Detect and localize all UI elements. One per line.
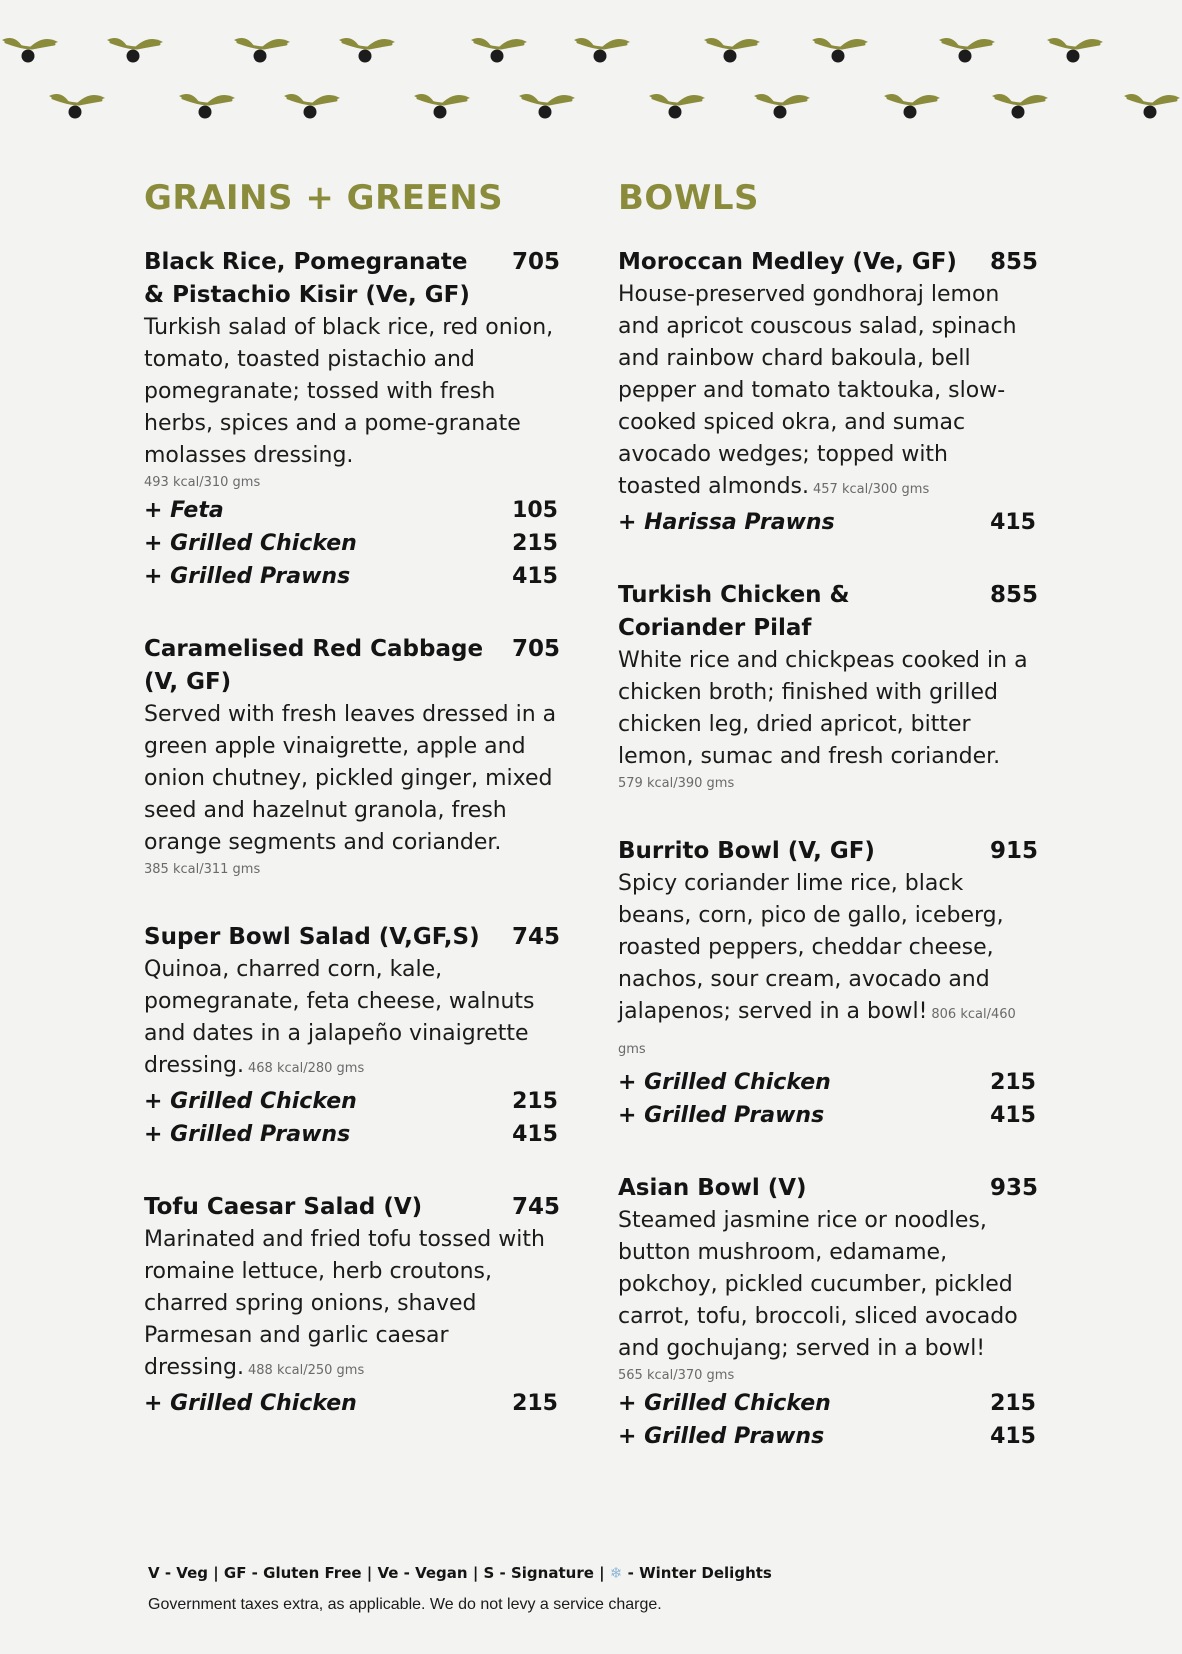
addon-row: [144, 494, 560, 527]
legend-winter-delights: - Winter Delights: [627, 1564, 772, 1582]
item-price: 915: [989, 838, 1038, 864]
item-name: Caramelised Red Cabbage (V, GF): [144, 636, 484, 695]
menu-item-black-rice-kisir: [144, 246, 560, 593]
menu-item-moroccan-medley: [618, 246, 1038, 539]
item-kcal: 806 kcal/460 gms: [618, 1007, 1016, 1057]
olive-sprig-icon: [704, 38, 760, 63]
addon-price: 215: [990, 1070, 1036, 1095]
section-title-grains-greens: GRAINS + GREENS: [144, 178, 504, 218]
item-description-text: Spicy coriander lime rice, black beans, corn, pico de gallo, iceberg, roasted peppers, cheddar cheese, nachos, sour cream, avocado and jalapenos; served in a bowl!: [618, 871, 1004, 1024]
item-description: White rice and chickpeas cooked in a chicken broth; finished with grilled chicken leg, dried apricot, bitter lemon, sumac and fresh coriander.: [618, 648, 1028, 769]
addon-price: 415: [512, 1122, 558, 1147]
addon-price: 215: [512, 1391, 558, 1416]
addon-price: 215: [512, 531, 558, 556]
item-description: [144, 1224, 560, 1387]
grains-greens-section: [144, 178, 560, 1460]
legend-text: V - Veg | GF - Gluten Free | Ve - Vegan | S - Signature |: [148, 1564, 605, 1582]
item-kcal: 457 kcal/300 gms: [813, 482, 930, 497]
addon-price: 215: [512, 1089, 558, 1114]
addon-label: + Grilled Chicken: [618, 1391, 831, 1416]
menu-item-burrito-bowl: [618, 835, 1038, 1132]
olive-sprig-icon: [1124, 94, 1180, 119]
olive-sprig-icon: [754, 94, 810, 119]
addon-row: [618, 1420, 1038, 1453]
addon-price: 415: [990, 1424, 1036, 1449]
addon-row: [144, 1118, 560, 1151]
item-description: Steamed jasmine rice or noodles, button mushroom, edamame, pokchoy, pickled cucumber, pickled carrot, tofu, broccoli, sliced avocado and gochujang; served in a bowl!: [618, 1208, 1018, 1361]
addon-row: [618, 1099, 1038, 1132]
item-description: [618, 868, 1038, 1066]
olive-sprig-icon: [519, 94, 575, 119]
addon-price: 105: [512, 498, 558, 523]
addon-row: [618, 1066, 1038, 1099]
item-price: 745: [511, 924, 560, 950]
menu-item-turkish-chicken-pilaf: [618, 579, 1038, 795]
olive-sprig-icon: [471, 38, 527, 63]
olive-sprig-icon: [812, 38, 868, 63]
addon-row: [618, 506, 1038, 539]
item-name: Black Rice, Pomegranate & Pistachio Kisir (Ve, GF): [144, 249, 470, 308]
olive-sprig-icon: [939, 38, 995, 63]
item-description-text: Quinoa, charred corn, kale, pomegranate, feta cheese, walnuts and dates in a jalapeño vinaigrette dressing.: [144, 957, 535, 1078]
addon-label: + Harissa Prawns: [618, 510, 835, 535]
item-price: 855: [989, 582, 1038, 608]
item-price: 855: [989, 249, 1038, 275]
item-kcal: 385 kcal/311 gms: [144, 862, 261, 877]
item-description: [144, 954, 560, 1085]
addon-label: + Grilled Prawns: [618, 1424, 825, 1449]
olive-sprig-icon: [574, 38, 630, 63]
item-description-text: Marinated and fried tofu tossed with romaine lettuce, herb croutons, charred spring onions, shaved Parmesan and garlic caesar dressing.: [144, 1227, 545, 1380]
menu-item-super-bowl-salad: [144, 921, 560, 1151]
item-description: [618, 279, 1038, 506]
olive-sprig-icon: [234, 38, 290, 63]
bowls-section: [618, 178, 1038, 1493]
snowflake-icon: ❄: [609, 1564, 623, 1582]
olive-sprig-icon: [992, 94, 1048, 119]
menu-footer: [148, 1562, 1048, 1618]
section-title-bowls: BOWLS: [618, 178, 759, 218]
item-description: Turkish salad of black rice, red onion, tomato, toasted pistachio and pomegranate; tossed with fresh herbs, spices and a pome-granate molasses dressing.: [144, 315, 554, 468]
olive-pattern-band: [0, 0, 1182, 140]
item-kcal: 488 kcal/250 gms: [248, 1363, 365, 1378]
addon-label: + Grilled Prawns: [144, 564, 351, 589]
item-kcal: 493 kcal/310 gms: [144, 475, 261, 490]
olive-sprig-icon: [339, 38, 395, 63]
menu-item-tofu-caesar-salad: [144, 1191, 560, 1420]
item-price: 705: [511, 249, 560, 275]
item-kcal: 579 kcal/390 gms: [618, 776, 735, 791]
addon-row: [144, 560, 560, 593]
item-name: Moroccan Medley (Ve, GF): [618, 249, 957, 275]
addon-row: [144, 1085, 560, 1118]
item-price: 705: [511, 636, 560, 662]
olive-sprig-icon: [649, 94, 705, 119]
addon-row: [618, 1387, 1038, 1420]
olive-sprig-icon: [2, 38, 58, 63]
addon-label: + Grilled Prawns: [618, 1103, 825, 1128]
menu-item-asian-bowl: [618, 1172, 1038, 1453]
item-price: 745: [511, 1194, 560, 1220]
item-kcal: 565 kcal/370 gms: [618, 1368, 735, 1383]
item-price: 935: [989, 1175, 1038, 1201]
dietary-legend: [148, 1562, 1048, 1584]
addon-label: + Grilled Chicken: [618, 1070, 831, 1095]
olive-sprig-icon: [49, 94, 105, 119]
addon-label: + Grilled Chicken: [144, 1089, 357, 1114]
olive-sprig-icon: [284, 94, 340, 119]
addon-label: + Grilled Chicken: [144, 531, 357, 556]
tax-note: Government taxes extra, as applicable. We do not levy a service charge.: [148, 1596, 662, 1613]
addon-row: [144, 1387, 560, 1420]
addon-row: [144, 527, 560, 560]
item-kcal: 468 kcal/280 gms: [248, 1061, 365, 1076]
item-name: Asian Bowl (V): [618, 1175, 807, 1201]
item-name: Burrito Bowl (V, GF): [618, 838, 875, 864]
item-name: Turkish Chicken & Coriander Pilaf: [618, 582, 850, 641]
item-description-text: House-preserved gondhoraj lemon and apricot couscous salad, spinach and rainbow chard bakoula, bell pepper and tomato taktouka, slow-cooked spiced okra, and sumac avocado wedges; topped with toasted almonds.: [618, 282, 1017, 499]
item-description: Served with fresh leaves dressed in a green apple vinaigrette, apple and onion chutney, pickled ginger, mixed seed and hazelnut granola, fresh orange segments and coriander.: [144, 702, 557, 855]
olive-sprig-icon: [107, 38, 163, 63]
addon-label: + Grilled Chicken: [144, 1391, 357, 1416]
addon-price: 415: [990, 1103, 1036, 1128]
item-name: Tofu Caesar Salad (V): [144, 1194, 423, 1220]
item-name: Super Bowl Salad (V,GF,S): [144, 924, 480, 950]
olive-sprig-icon: [179, 94, 235, 119]
addon-label: + Feta: [144, 498, 224, 523]
olive-sprig-icon: [1047, 38, 1103, 63]
olive-sprig-icon: [414, 94, 470, 119]
addon-price: 415: [512, 564, 558, 589]
addon-price: 215: [990, 1391, 1036, 1416]
addon-label: + Grilled Prawns: [144, 1122, 351, 1147]
olive-sprig-icon: [884, 94, 940, 119]
menu-item-caramelised-red-cabbage: [144, 633, 560, 881]
addon-price: 415: [990, 510, 1036, 535]
